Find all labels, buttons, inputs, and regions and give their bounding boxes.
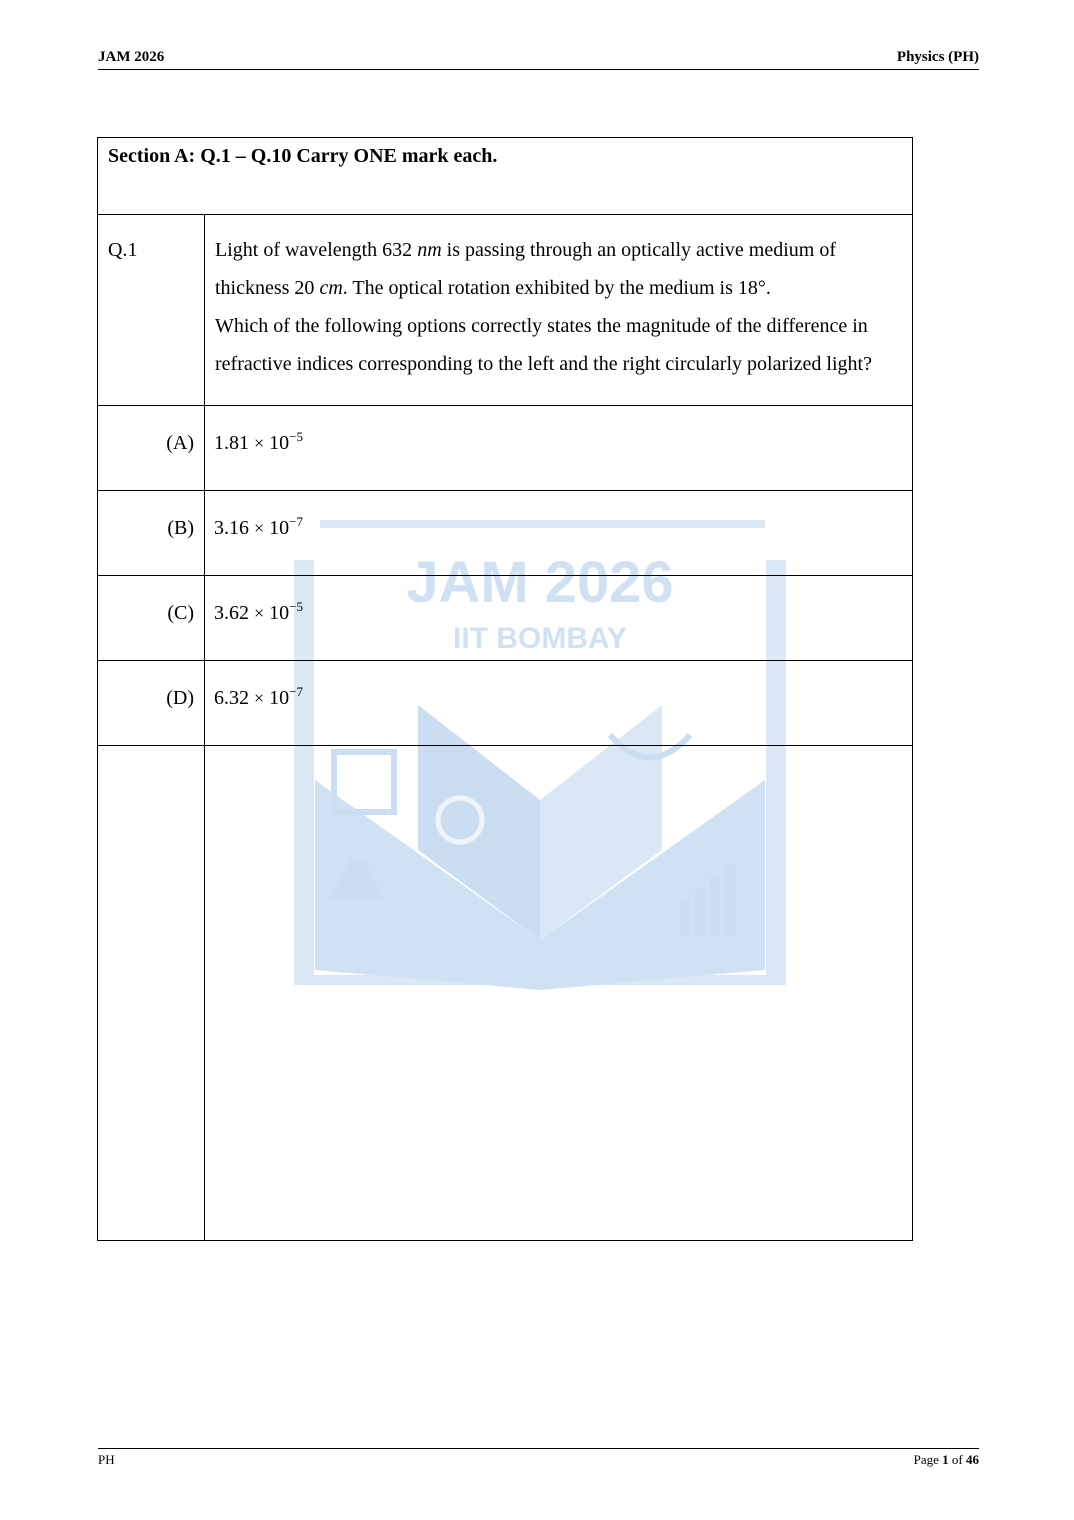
option-mantissa: 6.32	[214, 687, 249, 709]
page-prefix: Page	[913, 1452, 943, 1467]
exam-name: JAM 2026	[98, 49, 165, 65]
blank-cell	[205, 746, 913, 1241]
question-number: Q.1	[98, 215, 205, 406]
option-base: 10	[269, 432, 290, 454]
option-mantissa: 3.16	[214, 517, 249, 539]
option-row	[98, 406, 913, 491]
paper-name: Physics (PH)	[896, 49, 979, 65]
option-label-c: (C)	[98, 576, 205, 661]
option-value-d[interactable]	[205, 661, 913, 746]
question-text-part: Which of the following options correctly states the magnitude of the difference in refractive indices corresponding to the left and the right circularly polarized light?	[215, 315, 872, 375]
option-value-c[interactable]	[205, 576, 913, 661]
page-of: of	[948, 1452, 966, 1467]
option-base: 10	[269, 517, 290, 539]
option-exponent: −7	[289, 514, 303, 529]
option-label-b: (B)	[98, 491, 205, 576]
current-page: 1	[942, 1452, 949, 1467]
section-row	[98, 138, 913, 215]
watermark-subtitle: IIT BOMBAY	[453, 622, 627, 655]
option-exponent: −5	[289, 429, 303, 444]
option-mantissa: 1.81	[214, 432, 249, 454]
option-value-a[interactable]	[205, 406, 913, 491]
unit-nm: nm	[417, 239, 442, 261]
question-row	[98, 215, 913, 406]
question-text-part: Light of wavelength 632	[215, 239, 418, 261]
option-exponent: −5	[289, 599, 303, 614]
times-symbol: ×	[254, 518, 265, 538]
option-label-a: (A)	[98, 406, 205, 491]
option-base: 10	[269, 687, 290, 709]
section-title: Section A: Q.1 – Q.10 Carry ONE mark each.	[98, 138, 913, 215]
times-symbol: ×	[254, 688, 265, 708]
option-mantissa: 3.62	[214, 602, 249, 624]
question-text-part: . The optical rotation exhibited by the medium is 18°.	[342, 277, 771, 299]
times-symbol: ×	[254, 603, 265, 623]
times-symbol: ×	[254, 433, 265, 453]
page-indicator	[914, 1452, 979, 1468]
option-base: 10	[269, 602, 290, 624]
question-text	[205, 215, 913, 406]
question-text-part: is passing through an optically active medium of thickness 20	[215, 239, 837, 299]
blank-cell	[98, 746, 205, 1241]
page-footer	[98, 1448, 979, 1471]
page-header	[98, 47, 979, 70]
option-label-d: (D)	[98, 661, 205, 746]
total-pages: 46	[966, 1452, 979, 1467]
paper-code: PH	[98, 1452, 115, 1467]
option-row	[98, 576, 913, 661]
option-exponent: −7	[289, 684, 303, 699]
question-table	[97, 137, 913, 1241]
option-value-b[interactable]	[205, 491, 913, 576]
blank-row	[98, 746, 913, 1241]
watermark-title: JAM 2026	[406, 550, 674, 615]
unit-cm: cm	[319, 277, 343, 299]
option-row	[98, 661, 913, 746]
option-row	[98, 491, 913, 576]
